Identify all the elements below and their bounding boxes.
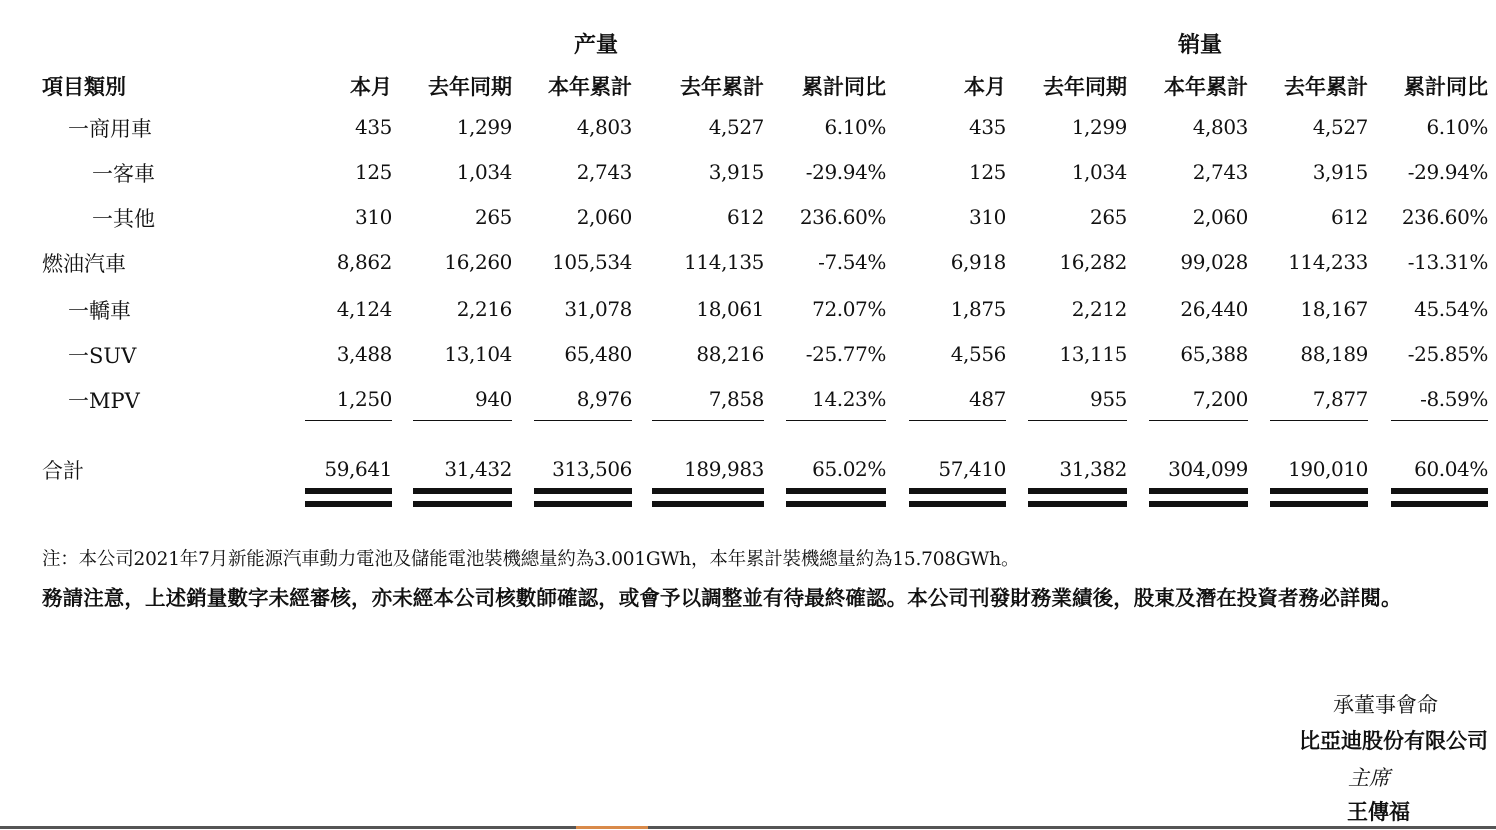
table-cell: 72.07% [812, 297, 886, 321]
table-cell: 45.54% [1414, 297, 1488, 321]
row-label: 一商用車 [68, 117, 152, 141]
total-double-underline [652, 501, 764, 507]
table-cell: 2,743 [576, 160, 632, 184]
table-cell: -29.94% [805, 160, 886, 184]
total-cell: 304,099 [1168, 457, 1248, 481]
table-cell: 65,388 [1180, 342, 1248, 366]
table-cell: 6,918 [950, 250, 1006, 274]
total-cell: 59,641 [324, 457, 392, 481]
table-cell: 16,260 [444, 250, 512, 274]
table-cell: 1,034 [1071, 160, 1127, 184]
table-cell: 1,250 [336, 387, 392, 411]
subtotal-underline [1391, 420, 1488, 421]
table-cell: 435 [969, 115, 1006, 139]
table-cell: 310 [969, 205, 1006, 229]
total-double-underline [534, 488, 632, 494]
table-cell: 105,534 [552, 250, 632, 274]
column-header: 本年累計 [548, 75, 632, 99]
table-cell: 4,556 [950, 342, 1006, 366]
subtotal-underline [413, 420, 512, 421]
table-cell: 4,527 [708, 115, 764, 139]
table-cell: -8.59% [1420, 387, 1488, 411]
total-cell: 189,983 [684, 457, 764, 481]
table-cell: 3,915 [708, 160, 764, 184]
table-cell: 435 [355, 115, 392, 139]
total-double-underline [909, 488, 1006, 494]
table-cell: 3,915 [1312, 160, 1368, 184]
subtotal-underline [909, 420, 1006, 421]
total-cell: 313,506 [552, 457, 632, 481]
row-label: 一SUV [68, 344, 137, 368]
table-cell: 7,200 [1192, 387, 1248, 411]
total-double-underline [1149, 501, 1248, 507]
total-double-underline [1391, 501, 1488, 507]
subtotal-underline [305, 420, 392, 421]
column-header: 本月 [964, 75, 1006, 99]
table-cell: 2,212 [1071, 297, 1127, 321]
subtotal-underline [1028, 420, 1127, 421]
table-cell: 4,527 [1312, 115, 1368, 139]
total-double-underline [1270, 488, 1368, 494]
column-header: 去年累計 [680, 75, 764, 99]
subtotal-underline [534, 420, 632, 421]
total-double-underline [534, 501, 632, 507]
subtotal-underline [652, 420, 764, 421]
table-cell: 1,299 [1071, 115, 1127, 139]
total-cell: 65.02% [812, 457, 886, 481]
table-cell: 4,803 [1192, 115, 1248, 139]
total-double-underline [1391, 488, 1488, 494]
group-header-production: 产量 [573, 33, 618, 58]
table-cell: 2,743 [1192, 160, 1248, 184]
group-header-sales: 销量 [1177, 33, 1222, 58]
table-cell: 99,028 [1180, 250, 1248, 274]
table-cell: 125 [355, 160, 392, 184]
table-cell: 18,061 [696, 297, 764, 321]
table-cell: 26,440 [1180, 297, 1248, 321]
table-cell: 487 [969, 387, 1006, 411]
table-cell: 1,034 [456, 160, 512, 184]
table-cell: 236.60% [1401, 205, 1488, 229]
total-double-underline [786, 488, 886, 494]
table-cell: 2,216 [456, 297, 512, 321]
total-cell: 57,410 [938, 457, 1006, 481]
table-cell: 31,078 [564, 297, 632, 321]
total-cell: 31,432 [444, 457, 512, 481]
column-header: 本年累計 [1164, 75, 1248, 99]
table-cell: 612 [1331, 205, 1368, 229]
table-cell: 114,233 [1288, 250, 1368, 274]
table-cell: 1,875 [950, 297, 1006, 321]
signature-title: 主席 [1348, 766, 1390, 790]
total-double-underline [786, 501, 886, 507]
column-header: 去年同期 [428, 75, 512, 99]
signature-name: 王傳福 [1347, 800, 1410, 824]
table-cell: 7,877 [1312, 387, 1368, 411]
table-cell: -25.77% [805, 342, 886, 366]
table-cell: 65,480 [564, 342, 632, 366]
page-bottom-rule [0, 826, 1496, 829]
total-cell: 31,382 [1059, 457, 1127, 481]
row-label: 一其他 [92, 207, 155, 231]
total-cell: 60.04% [1414, 457, 1488, 481]
table-cell: 13,104 [444, 342, 512, 366]
table-cell: 2,060 [576, 205, 632, 229]
unaudited-warning: 務請注意，上述銷量數字未經審核，亦未經本公司核數師確認，或會予以調整並有待最終確認。本公司刊發財務業績後，股東及潛在投資者務必詳閱。 [42, 586, 1402, 610]
row-header: 項目類別 [42, 75, 126, 99]
total-double-underline [305, 488, 392, 494]
signature-company: 比亞迪股份有限公司 [1299, 729, 1488, 753]
column-header: 本月 [350, 75, 392, 99]
table-cell: 940 [475, 387, 512, 411]
column-header: 累計同比 [1404, 75, 1488, 99]
subtotal-underline [1270, 420, 1368, 421]
page-bottom-marker [576, 826, 648, 829]
table-cell: 13,115 [1059, 342, 1127, 366]
subtotal-underline [786, 420, 886, 421]
row-label: 一客車 [92, 162, 155, 186]
table-cell: 14.23% [812, 387, 886, 411]
total-double-underline [652, 488, 764, 494]
table-cell: 4,803 [576, 115, 632, 139]
table-cell: 265 [475, 205, 512, 229]
total-double-underline [1270, 501, 1368, 507]
table-cell: 88,189 [1300, 342, 1368, 366]
table-cell: 955 [1090, 387, 1127, 411]
table-cell: 8,976 [576, 387, 632, 411]
row-label: 一MPV [68, 389, 140, 413]
table-cell: 16,282 [1059, 250, 1127, 274]
total-double-underline [413, 501, 512, 507]
column-header: 累計同比 [802, 75, 886, 99]
total-double-underline [413, 488, 512, 494]
signature-by-order: 承董事會命 [1333, 693, 1438, 717]
total-double-underline [1028, 488, 1127, 494]
row-label: 一轎車 [68, 299, 131, 323]
table-cell: -7.54% [818, 250, 886, 274]
total-double-underline [1149, 488, 1248, 494]
total-label: 合計 [42, 459, 84, 483]
total-double-underline [1028, 501, 1127, 507]
table-cell: 2,060 [1192, 205, 1248, 229]
table-cell: 6.10% [824, 115, 886, 139]
table-cell: -29.94% [1407, 160, 1488, 184]
table-cell: 1,299 [456, 115, 512, 139]
table-cell: 125 [969, 160, 1006, 184]
table-cell: 8,862 [336, 250, 392, 274]
row-label: 燃油汽車 [42, 252, 126, 276]
table-cell: -25.85% [1407, 342, 1488, 366]
table-cell: 114,135 [684, 250, 764, 274]
table-cell: 310 [355, 205, 392, 229]
subtotal-underline [1149, 420, 1248, 421]
table-cell: 4,124 [336, 297, 392, 321]
column-header: 去年同期 [1043, 75, 1127, 99]
total-cell: 190,010 [1288, 457, 1368, 481]
column-header: 去年累計 [1284, 75, 1368, 99]
total-double-underline [305, 501, 392, 507]
table-cell: 236.60% [799, 205, 886, 229]
table-cell: 18,167 [1300, 297, 1368, 321]
table-cell: -13.31% [1407, 250, 1488, 274]
table-cell: 7,858 [708, 387, 764, 411]
table-cell: 265 [1090, 205, 1127, 229]
table-cell: 3,488 [336, 342, 392, 366]
table-cell: 612 [727, 205, 764, 229]
table-cell: 88,216 [696, 342, 764, 366]
battery-note: 注：本公司2021年7月新能源汽車動力電池及儲能電池裝機總量約為3.001GWh，本年累計裝機總量約為15.708GWh。 [42, 549, 1020, 570]
table-cell: 6.10% [1426, 115, 1488, 139]
total-double-underline [909, 501, 1006, 507]
